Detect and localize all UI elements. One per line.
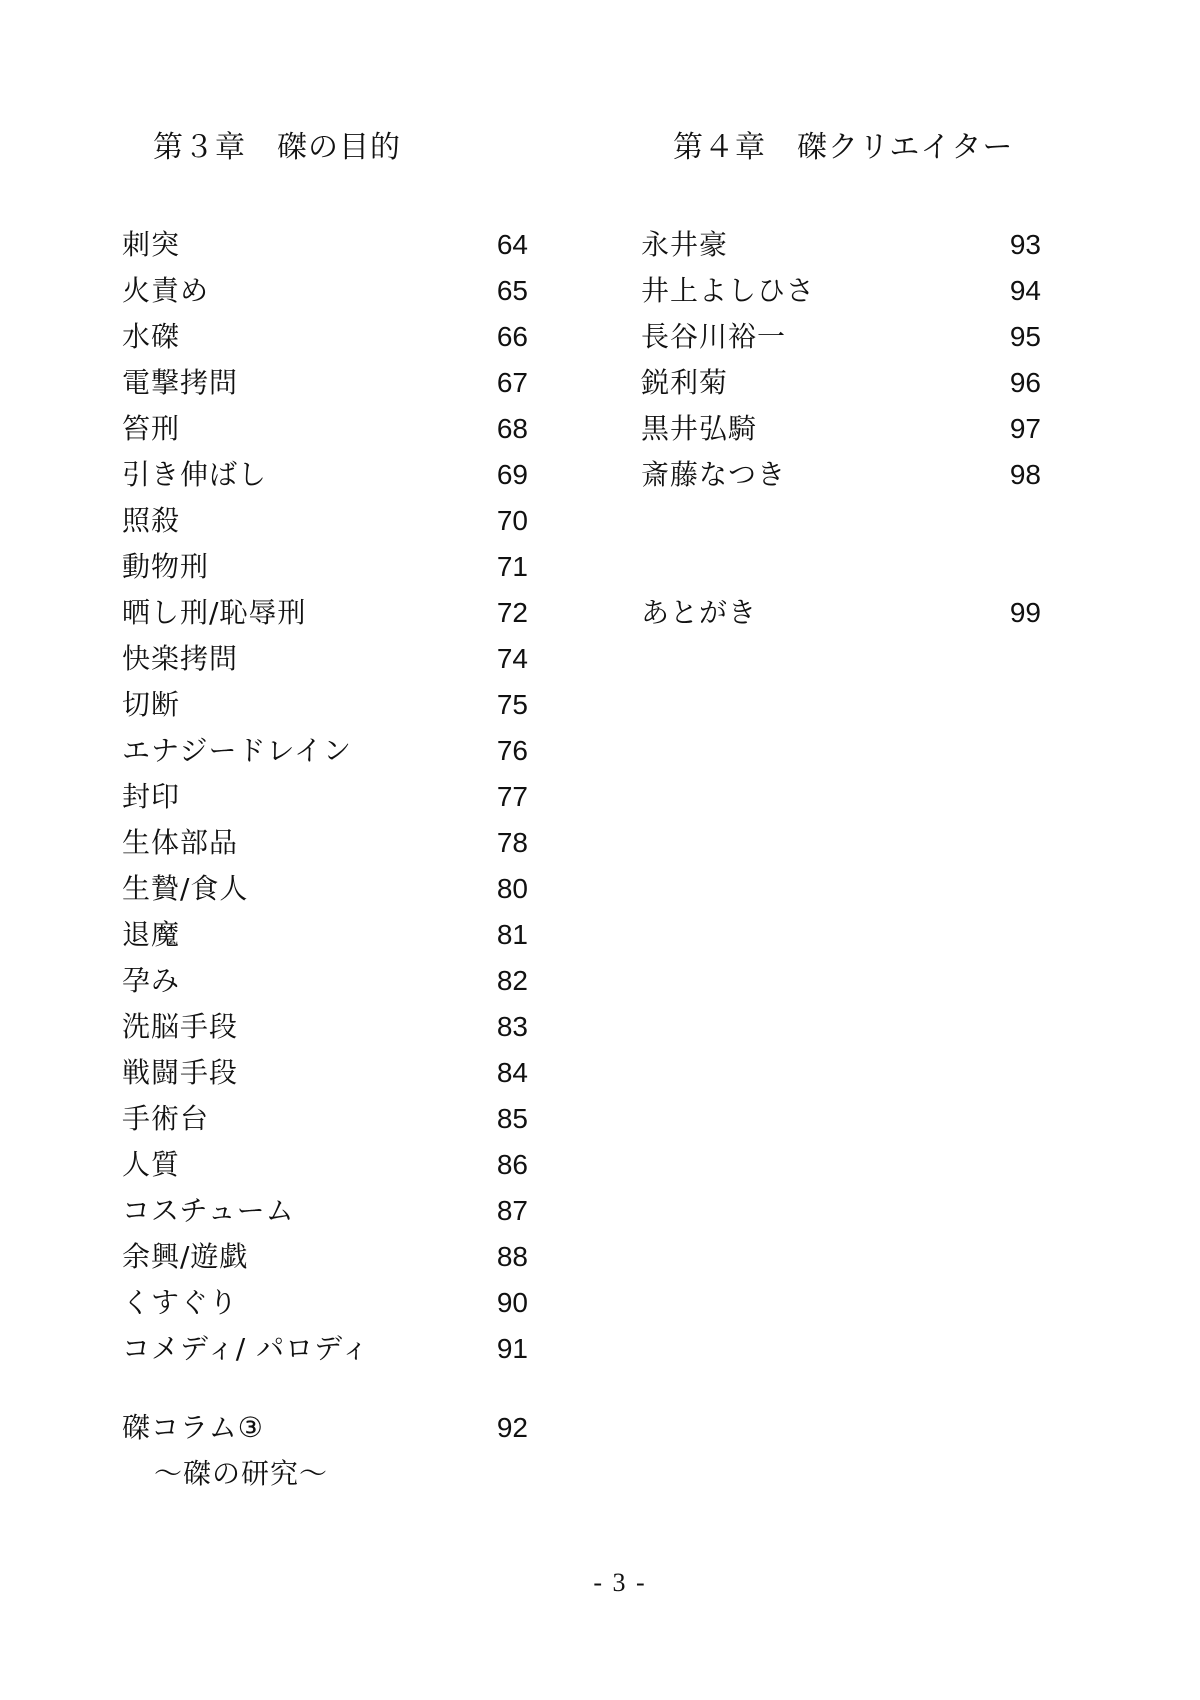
entry-page-number: 68 xyxy=(496,413,528,444)
entry-page-number: 97 xyxy=(1009,413,1041,444)
toc-entry[interactable] xyxy=(122,406,528,452)
entry-label: コメディ/ パロディ xyxy=(122,1332,370,1365)
entry-page-number: 71 xyxy=(496,551,528,582)
entry-page-number: 74 xyxy=(496,643,528,674)
entry-label: 刺突 xyxy=(122,228,181,261)
column-entry-row xyxy=(122,1405,528,1451)
toc-entry[interactable] xyxy=(122,1188,528,1234)
entry-label: くすぐり xyxy=(122,1286,239,1319)
entry-page-number: 66 xyxy=(496,321,528,352)
entry-page-number: 65 xyxy=(496,275,528,306)
entry-label: 孕み xyxy=(122,964,181,997)
entry-label: 斎藤なつき xyxy=(641,458,787,491)
afterword-entry[interactable] xyxy=(641,590,1041,636)
entry-label: コスチューム xyxy=(122,1194,295,1227)
entry-page-number: 80 xyxy=(496,873,528,904)
entry-label: 退魔 xyxy=(122,918,181,951)
toc-entry[interactable] xyxy=(122,544,528,590)
entry-page-number: 67 xyxy=(496,367,528,398)
toc-entry[interactable] xyxy=(122,774,528,820)
entry-page-number: 95 xyxy=(1009,321,1041,352)
entry-label: 生贄/食人 xyxy=(122,872,249,905)
entry-page-number: 88 xyxy=(496,1241,528,1272)
entry-label: 動物刑 xyxy=(122,550,210,583)
chapter-4-title: 第４章 磔クリエイター xyxy=(673,130,1014,165)
toc-entry[interactable] xyxy=(122,728,528,774)
toc-entry[interactable] xyxy=(122,590,528,636)
toc-entry[interactable] xyxy=(122,1326,528,1372)
entry-label: 人質 xyxy=(122,1148,181,1181)
entry-label: 電撃拷問 xyxy=(122,366,239,399)
afterword-page-number: 99 xyxy=(1009,597,1041,628)
entry-page-number: 91 xyxy=(496,1333,528,1364)
entry-page-number: 69 xyxy=(496,459,528,490)
entry-page-number: 96 xyxy=(1009,367,1041,398)
toc-entry[interactable] xyxy=(641,314,1041,360)
entry-label: 永井豪 xyxy=(641,228,729,261)
entry-page-number: 81 xyxy=(496,919,528,950)
toc-entry[interactable] xyxy=(122,1004,528,1050)
column-entry[interactable] xyxy=(122,1405,528,1490)
toc-entry[interactable] xyxy=(122,682,528,728)
toc-entry[interactable] xyxy=(122,1280,528,1326)
chapter-3-title: 第３章 磔の目的 xyxy=(153,130,401,165)
entry-label: 戦闘手段 xyxy=(122,1056,239,1089)
toc-entry[interactable] xyxy=(122,1050,528,1096)
entry-label: 長谷川裕一 xyxy=(641,320,787,353)
entry-label: 照殺 xyxy=(122,504,181,537)
entry-label: 引き伸ばし xyxy=(122,458,268,491)
page-number: - 3 - xyxy=(593,1568,647,1597)
entry-page-number: 87 xyxy=(496,1195,528,1226)
entry-page-number: 72 xyxy=(496,597,528,628)
entry-label: 井上よしひさ xyxy=(641,274,816,307)
entry-label: 黒井弘騎 xyxy=(641,412,758,445)
toc-entry[interactable] xyxy=(122,636,528,682)
entry-page-number: 78 xyxy=(496,827,528,858)
toc-entry[interactable] xyxy=(122,958,528,1004)
toc-entry[interactable] xyxy=(641,360,1041,406)
entry-page-number: 90 xyxy=(496,1287,528,1318)
entry-page-number: 86 xyxy=(496,1149,528,1180)
toc-entry[interactable] xyxy=(122,498,528,544)
toc-entry[interactable] xyxy=(122,1234,528,1280)
entry-label: エナジードレイン xyxy=(122,734,353,767)
entry-page-number: 64 xyxy=(496,229,528,260)
toc-entry[interactable] xyxy=(122,314,528,360)
toc-entry[interactable] xyxy=(122,1096,528,1142)
entry-label: 快楽拷問 xyxy=(122,642,239,675)
entry-label: 切断 xyxy=(122,688,181,721)
entry-label: 火責め xyxy=(122,274,210,307)
chapter-4-entry-list xyxy=(641,222,1041,498)
toc-entry[interactable] xyxy=(122,222,528,268)
entry-page-number: 76 xyxy=(496,735,528,766)
chapter-3-entry-list xyxy=(122,222,528,1372)
entry-page-number: 83 xyxy=(496,1011,528,1042)
entry-label: 手術台 xyxy=(122,1102,210,1135)
toc-entry[interactable] xyxy=(641,222,1041,268)
column-entry-page-number: 92 xyxy=(496,1412,528,1443)
entry-label: 水磔 xyxy=(122,320,181,353)
entry-page-number: 70 xyxy=(496,505,528,536)
entry-label: 封印 xyxy=(122,780,181,813)
entry-page-number: 77 xyxy=(496,781,528,812)
entry-label: 洗脳手段 xyxy=(122,1010,239,1043)
afterword-entry-row xyxy=(641,590,1041,636)
entry-page-number: 98 xyxy=(1009,459,1041,490)
toc-entry[interactable] xyxy=(122,912,528,958)
afterword-label: あとがき xyxy=(641,596,758,629)
toc-entry[interactable] xyxy=(122,268,528,314)
entry-page-number: 75 xyxy=(496,689,528,720)
entry-label: 余興/遊戯 xyxy=(122,1240,249,1273)
toc-entry[interactable] xyxy=(122,866,528,912)
column-entry-label: 磔コラム③ xyxy=(122,1411,264,1444)
entry-page-number: 94 xyxy=(1009,275,1041,306)
entry-label: 生体部品 xyxy=(122,826,239,859)
entry-page-number: 84 xyxy=(496,1057,528,1088)
entry-label: 笞刑 xyxy=(122,412,181,445)
toc-entry[interactable] xyxy=(122,820,528,866)
column-entry-subtitle: ～磔の研究～ xyxy=(154,1457,329,1490)
toc-entry[interactable] xyxy=(641,452,1041,498)
entry-label: 晒し刑/恥辱刑 xyxy=(122,596,307,629)
entry-label: 鋭利菊 xyxy=(641,366,729,399)
toc-entry[interactable] xyxy=(122,452,528,498)
entry-page-number: 82 xyxy=(496,965,528,996)
toc-entry[interactable] xyxy=(641,268,1041,314)
toc-entry[interactable] xyxy=(641,406,1041,452)
toc-entry[interactable] xyxy=(122,1142,528,1188)
toc-entry[interactable] xyxy=(122,360,528,406)
entry-page-number: 93 xyxy=(1009,229,1041,260)
entry-page-number: 85 xyxy=(496,1103,528,1134)
